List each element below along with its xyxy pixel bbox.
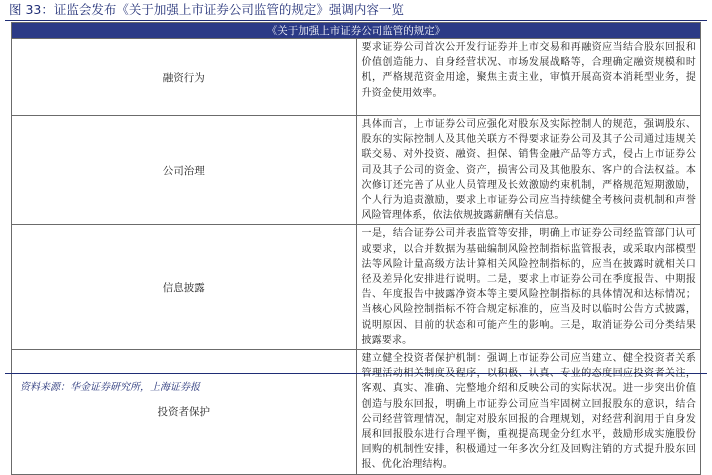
row-content-financing: 要求证券公司首次公开发行证券并上市交易和再融资应当结合股东回报和价值创造能力、自身经营状况、市场发展战略等，合理确定融资规模和时机，严格规范资金用途，聚焦主责主业，审慎开展高资本消耗型业务，提升资金使用效率。 bbox=[356, 39, 701, 116]
table-header: 《关于加强上市证券公司监管的规定》 bbox=[12, 23, 701, 39]
row-content-disclosure: 一是，结合证券公司并表监管等安排，明确上市证券公司经监管部门认可或要求，以合并数据为基础编制风险控制指标监管报表，或采取内部模型法等风险计量高级方法计算相关风险控制指标的，应当在披露时就相关口径及差异化安排进行说明。二是，要求上市证券公司在季度报告、中期报告、年度报告中披露净资本等主要风险控制指标的具体情况和达标情况；当核心风险控制指标不符合规定标准的，应当及时以临时公告方式披露，说明原因、目前的状态和可能产生的影响。三是，取消证券公司分类结果披露要求。 bbox=[356, 225, 701, 350]
row-label-governance: 公司治理 bbox=[12, 116, 357, 225]
row-label-investor-protection: 投资者保护 bbox=[12, 350, 357, 475]
regulation-table bbox=[11, 22, 701, 475]
row-content-investor-protection: 建立健全投资者保护机制：强调上市证券公司应当建立、健全投资者关系 客观、真实、准确、完整地介绍和反映公司的实际状况。进一步突出价值创造与股东回报，明确上市证券公司应当牢固树立回报股东的意识，结合公司经营管理情况，制定对股东回报的合理规划，对经营利润用于自身发展和回报股东进行合理平衡，重视提高现金分红水平，鼓励形成实施股份回购的机制性安排，积极通过一年多次分红及回购注销的方式提升股东回报、优化治理结构。 bbox=[356, 350, 701, 475]
title-divider bbox=[5, 20, 707, 21]
figure-source: 资料来源：华金证券研究所，上海证券报 bbox=[20, 382, 200, 393]
source-divider bbox=[5, 373, 707, 374]
row-label-financing: 融资行为 bbox=[12, 39, 357, 116]
table-row bbox=[12, 225, 701, 350]
table-row bbox=[12, 39, 701, 116]
table-row bbox=[12, 350, 701, 475]
figure-title: 图 33：证监会发布《关于加强上市证券公司监管的规定》强调内容一览 bbox=[9, 2, 404, 17]
table-row bbox=[12, 116, 701, 225]
row-label-disclosure: 信息披露 bbox=[12, 225, 357, 350]
row-content-governance: 具体而言，上市证券公司应强化对股东及实际控制人的规范，强调股东、股东的实际控制人及其他关联方不得要求证券公司及其子公司通过违规关联交易、对外投资、融资、担保、销售金融产品等方式，侵占上市证券公司及其子公司的资金、资产，损害公司及其他股东、客户的合法权益。本次修订还完善了从业人员管理及长效激励约束机制，严格规范短期激励，个人行为追责激励，要求上市证券公司应当持续健全考核问责机制和声誉风险管理体系，依法依规披露薪酬有关信息。 bbox=[356, 116, 701, 225]
table-header-row bbox=[12, 23, 701, 39]
